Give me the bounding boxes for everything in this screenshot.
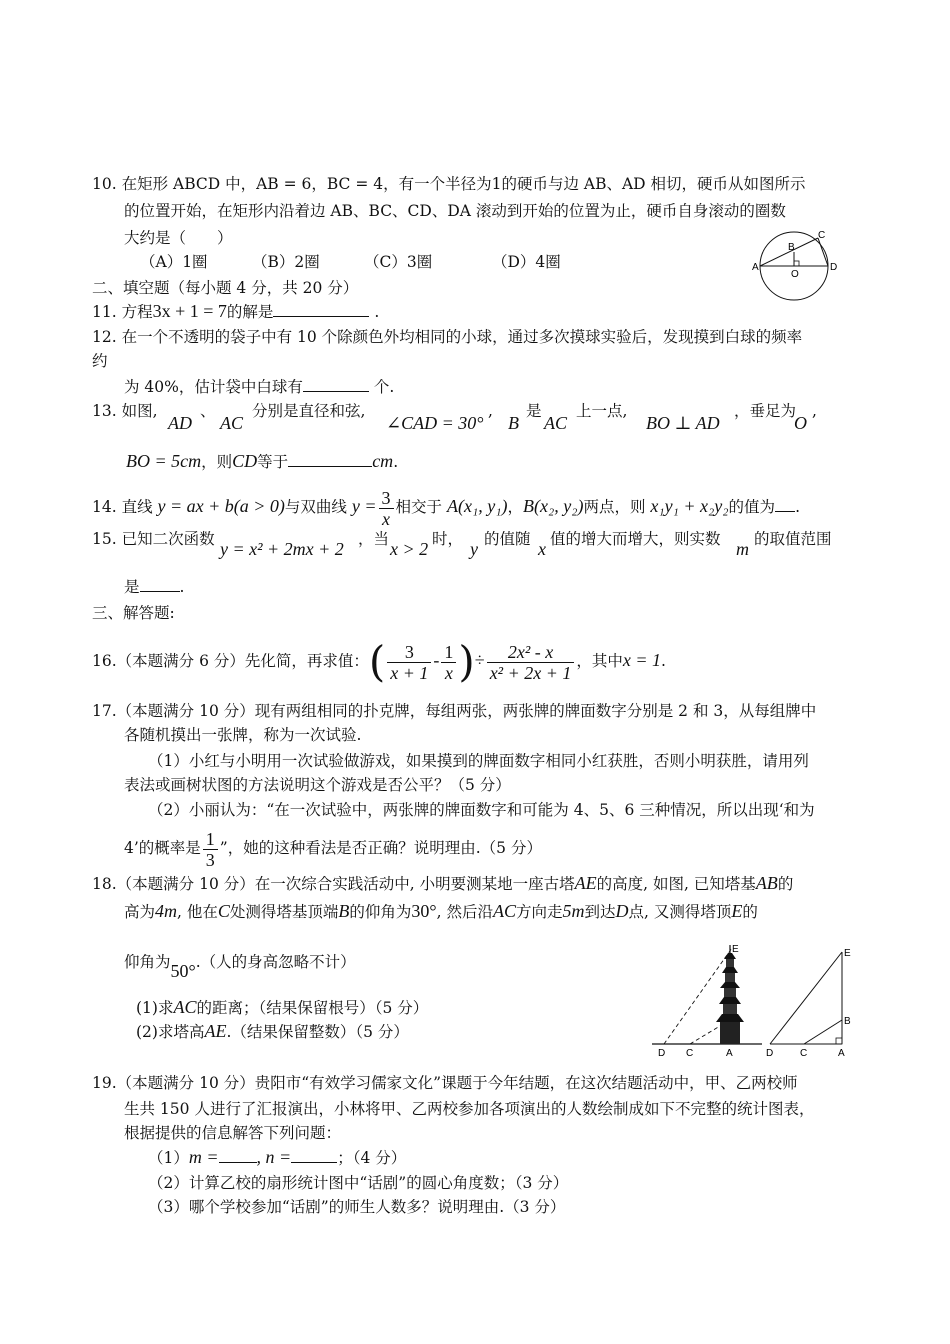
q10-option-a: （A）1圈 — [140, 253, 208, 271]
q18-sub1 — [136, 996, 428, 1019]
q18-l2-2: , 他在 — [177, 903, 218, 921]
fig-label-d: D — [830, 262, 838, 273]
q12-line3-post: 个. — [373, 378, 395, 396]
q13-foot: ，垂足为 — [734, 402, 797, 420]
q19-n: , n = — [256, 1147, 292, 1167]
q10-line3: 大约是（ ） — [124, 229, 233, 247]
fig2-label-c: C — [800, 1048, 808, 1059]
q13-is: 是 — [526, 402, 542, 420]
q16-minus: - — [433, 650, 440, 670]
fig1-label-a: A — [726, 1048, 733, 1059]
q16-frac3 — [487, 642, 575, 683]
q14-pre: 14. 直线 — [92, 498, 153, 516]
q17-line6-post: ”，她的这种看法是否正确？说明理由.（5 分） — [219, 839, 542, 857]
q10-line1: 10. 在矩形 ABCD 中，AB = 6，BC = 4，有一个半径为1的硬币与边 AB、AD 相切，硬币从如图所示 — [92, 175, 806, 193]
q14-mid: 与双曲线 — [284, 498, 347, 516]
q15-is: 是 — [124, 578, 140, 596]
q18-l2-6: 的仰角为 — [349, 903, 412, 921]
q18-sub2-pre: (2)求塔高 — [136, 1023, 205, 1041]
q17-line5: （2）小丽认为：“在一次试验中，两张牌的牌面数字和可能为 4、5、6 三种情况，所以出现‘和为 — [148, 801, 815, 819]
q18-line1 — [92, 872, 793, 895]
q19-line3: 根据提供的信息解答下列问题： — [124, 1124, 342, 1142]
fig-label-a: A — [752, 262, 759, 273]
q18-l2-d: D — [615, 901, 629, 921]
q18-l2-5m: 5m — [562, 901, 585, 921]
q15-pre: 15. 已知二次函数 — [92, 530, 215, 548]
q15-func: y = x² + 2mx + 2 — [220, 539, 344, 559]
q13-perp: BO ⊥ AD — [646, 413, 720, 433]
q11-post: 的解是 — [226, 303, 274, 321]
q13-b: B — [508, 413, 519, 433]
q18-l2-c: C — [217, 901, 230, 921]
q18-sub1-post: 的距离；（结果保留根号）（5 分） — [196, 999, 429, 1017]
q14-hyper-y: y = — [351, 496, 377, 516]
q11-pre: 11. 方程 — [92, 303, 153, 321]
q12-line2: 约 — [92, 352, 108, 370]
q18-sub2-ae: AE — [204, 1021, 227, 1041]
q16-frac2 — [441, 642, 456, 683]
fig2-line-de — [770, 952, 842, 1044]
q18-ae: AE — [574, 873, 597, 893]
q16-left-paren: ( — [368, 637, 386, 686]
q19-sub2: （2）计算乙校的扇形统计图中“话剧”的圆心角度数；（3 分） — [148, 1174, 569, 1192]
q17-line4: 表法或画树状图的方法说明这个游戏是否公平？（5 分） — [124, 776, 511, 794]
q15-range: 的取值范围 — [754, 530, 832, 548]
fig-label-b: B — [788, 242, 795, 253]
q11-end: . — [374, 303, 380, 321]
section2-heading: 二、填空题（每小题 4 分，共 20 分） — [92, 279, 359, 297]
section3-heading: 三、解答题: — [92, 604, 175, 622]
q19-sub1-post: ；（4 分） — [337, 1149, 407, 1167]
fig1-label-e: E — [732, 944, 739, 955]
q18-l2-30: 30° — [411, 901, 437, 921]
q18-l2-16: 的 — [742, 903, 758, 921]
q14-point-a: A(x₁, y₁) — [446, 496, 508, 516]
q18-l2-10: 方向走 — [516, 903, 563, 921]
q13-comma2: , — [488, 402, 493, 420]
q10-option-d: （D）4圈 — [492, 253, 561, 271]
q19-m-blank — [219, 1148, 257, 1163]
q13-ad: AD — [168, 413, 192, 433]
q13-then: ，则 — [201, 453, 233, 471]
q18-l2-14: 点, 又测得塔顶 — [628, 903, 732, 921]
q18-l2-4: 处测得塔基顶端 — [229, 903, 339, 921]
q14-answer-blank — [775, 497, 795, 512]
q15-m: m — [736, 539, 749, 559]
q18-line2 — [124, 900, 758, 923]
q13-bo-value: BO = 5cm — [126, 451, 202, 471]
q15-cond: x > 2 — [390, 539, 429, 559]
q14-line — [92, 484, 800, 529]
q16-end: . — [661, 652, 666, 670]
q18-line1-mid: 的高度, 如图, 已知塔基 — [596, 875, 756, 893]
q18-l2-e: E — [731, 901, 743, 921]
q13-o: O — [794, 413, 807, 433]
q13-ac2: AC — [544, 413, 568, 433]
q14-sep: ， — [507, 498, 523, 516]
q15-y: y — [470, 539, 478, 559]
q14-hyper-num: 3 — [379, 488, 394, 509]
q14-intersect: 相交于 — [395, 498, 443, 516]
q19-sub3: （3）哪个学校参加“话剧”的师生人数多？说明理由.（3 分） — [148, 1198, 566, 1216]
q15-end: . — [179, 578, 185, 596]
q15-answer-blank — [140, 577, 180, 592]
fig2-label-e: E — [844, 948, 851, 959]
q10-line2: 的位置开始，在矩形内沿着边 AB、BC、CD、DA 滚动到开始的位置为止，硬币自身滚动的圈数 — [124, 202, 786, 220]
q18-sub2-post: .（结果保留整数）（5 分） — [226, 1023, 409, 1041]
q19-line1: 19.（本题满分 10 分）贵阳市“有效学习儒家文化”课题于今年结题，在这次结题活动中，甲、乙两校师 — [92, 1074, 798, 1092]
q14-hyper-den: x — [382, 508, 391, 529]
q13-comma3: , — [812, 402, 817, 420]
q18-l2-0: 高为 — [124, 903, 156, 921]
q17-prob-den: 3 — [205, 849, 215, 870]
q17-line3: （1）小红与小明用一次试验做游戏，如果摸到的牌面数字相同小红获胜，否则小明获胜，请用列 — [148, 752, 809, 770]
q10-circle-figure — [752, 230, 842, 306]
q13-comma1: 、 — [200, 402, 216, 420]
q14-point-b: B(x₂, y₂) — [522, 496, 584, 516]
q15-x: x — [538, 539, 546, 559]
q17-line1: 17.（本题满分 10 分）现有两组相同的扑克牌，每组两张，两张牌的牌面数字分别是 2 和 3，从每组牌中 — [92, 702, 817, 720]
q18-l2-b: B — [338, 901, 350, 921]
q11-equation: 3x + 1 = 7 — [152, 301, 227, 321]
q13-prefix: 13. 如图, — [92, 402, 158, 420]
fig-label-c: C — [818, 230, 826, 241]
q18-l2-4m: 4m — [155, 901, 178, 921]
q13-point-on: 上一点, — [576, 402, 628, 420]
q13-line2 — [126, 450, 398, 473]
fig1-label-c: C — [686, 1048, 694, 1059]
q18-ab: AB — [755, 873, 778, 893]
q16-frac3-num: 2x² - x — [487, 642, 575, 663]
q16-pre: 16.（本题满分 6 分）先化简，再求值： — [92, 652, 369, 670]
q16-right-paren: ) — [458, 637, 475, 686]
q13-answer-blank — [288, 452, 372, 467]
q18-sub2 — [136, 1020, 409, 1043]
q19-sub1 — [148, 1146, 406, 1169]
q16-where: ，其中 — [576, 652, 623, 670]
q17-line6 — [124, 826, 542, 870]
q16-val: x = 1 — [622, 650, 662, 670]
q10-option-c: （C）3圈 — [364, 253, 433, 271]
q19-m: m = — [188, 1147, 219, 1167]
q12-line3-pre: 为 40%，估计袋中白球有 — [124, 378, 303, 396]
q13-end: . — [393, 453, 399, 471]
q13-angle: ∠CAD = 30° — [386, 413, 484, 433]
q18-angle50: 50° — [170, 961, 196, 981]
q16-frac1-den: x + 1 — [390, 662, 429, 683]
fig-label-o: O — [791, 269, 799, 280]
q11-answer-blank — [273, 302, 369, 317]
q13-desc: 分别是直径和弦, — [252, 402, 366, 420]
q13-cd: CD — [232, 451, 258, 471]
q16-frac2-num: 1 — [441, 642, 456, 663]
q14-expr: x₁y₁ + x₂y₂ — [650, 496, 729, 516]
q14-hyper-frac — [379, 488, 394, 529]
q19-sub1-pre: （1） — [148, 1149, 189, 1167]
q18-line3-pre: 仰角为 — [124, 953, 171, 971]
q19-n-blank — [291, 1148, 337, 1163]
right-angle-mark — [794, 261, 799, 266]
q18-sub1-ac: AC — [173, 997, 197, 1017]
q13-equals: 等于 — [257, 453, 289, 471]
q16-frac1 — [387, 642, 431, 683]
q15-inc2: 值的增大而增大，则实数 — [550, 530, 721, 548]
fig2-label-b: B — [844, 1016, 851, 1027]
q10-option-b: （B）2圈 — [252, 253, 320, 271]
q15-line2 — [124, 576, 184, 598]
q18-line3-post: .（人的身高忽略不计） — [195, 953, 356, 971]
q12-line3 — [124, 376, 394, 398]
q15-time: 时， — [432, 530, 464, 548]
q16-frac1-num: 3 — [387, 642, 431, 663]
q16-frac3-den: x² + 2x + 1 — [489, 662, 572, 683]
q17-prob-frac — [203, 829, 218, 870]
q13-unit: cm — [372, 451, 394, 471]
q11-line — [92, 300, 379, 323]
fig2-label-d: D — [766, 1048, 774, 1059]
chord-cd — [818, 238, 828, 266]
q17-line2: 各随机摸出一张牌，称为一次试验. — [124, 726, 362, 744]
q18-line3 — [124, 950, 356, 981]
q14-end: . — [795, 498, 800, 516]
pagoda-icon — [716, 945, 744, 1044]
q12-answer-blank — [303, 377, 369, 392]
q13-ac: AC — [220, 413, 244, 433]
q17-prob-num: 1 — [203, 829, 218, 850]
q14-ask: 的值为 — [728, 498, 776, 516]
q18-sub1-pre: (1)求 — [136, 999, 174, 1017]
q12-line1: 12. 在一个不透明的袋子中有 10 个除颜色外均相同的小球，通过多次摸球实验后，发现摸到白球的频率 — [92, 328, 803, 346]
q19-line2: 生共 150 人进行了汇报演出，小林将甲、乙两校参加各项演出的人数绘制成如下不完整的统计图表， — [124, 1100, 815, 1118]
q15-inc: 的值随 — [484, 530, 531, 548]
q14-line-eq: y = ax + b(a > 0) — [157, 496, 285, 516]
q18-line1-end: 的 — [777, 875, 794, 893]
q18-line1-pre: 18.（本题满分 10 分）在一次综合实践活动中, 小明要测某地一座古塔 — [92, 875, 575, 893]
q16-frac2-den: x — [444, 662, 453, 683]
q18-l2-12: 到达 — [584, 903, 616, 921]
q14-two-points: 两点，则 — [583, 498, 646, 516]
q17-line6-pre: 4’的概率是 — [124, 839, 201, 857]
fig1-label-d: D — [658, 1048, 666, 1059]
q15-when: ，当 — [358, 530, 390, 548]
q18-figures — [650, 942, 860, 1064]
q18-l2-ac: AC — [492, 901, 516, 921]
fig2-right-angle — [836, 1038, 842, 1044]
q16-line — [92, 636, 666, 685]
q18-l2-8: , 然后沿 — [436, 903, 493, 921]
q16-div: ÷ — [474, 650, 485, 670]
fig2-label-a: A — [838, 1048, 845, 1059]
